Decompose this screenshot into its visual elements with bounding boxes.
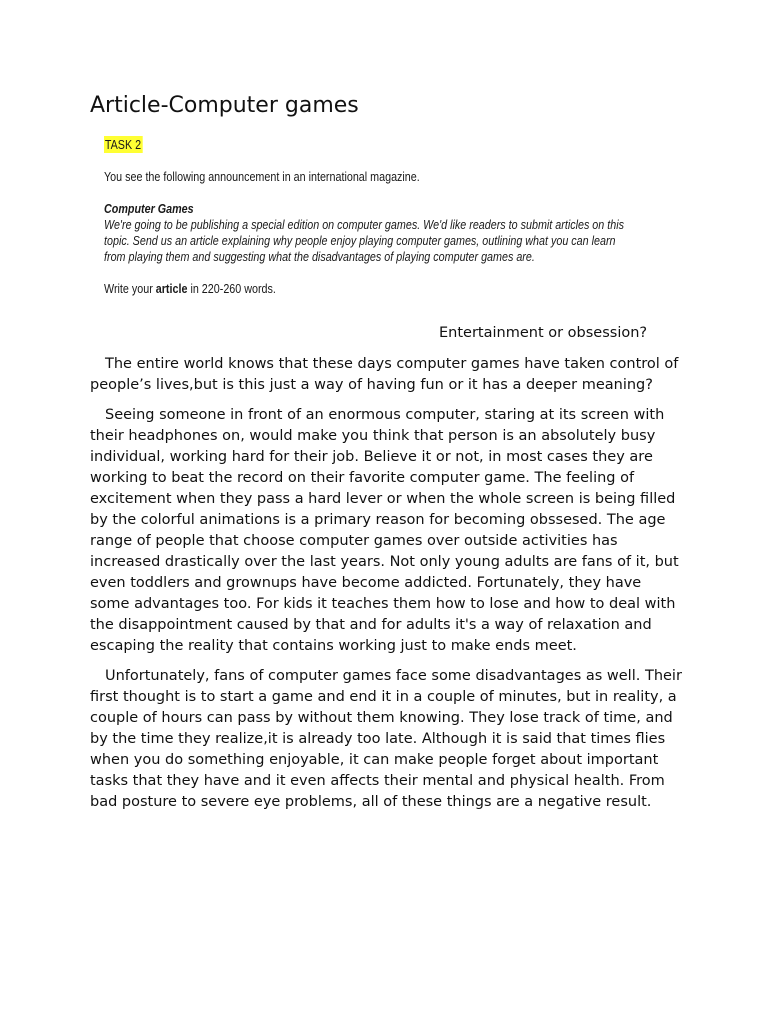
task-instruction [104, 281, 586, 297]
spacer [104, 185, 586, 201]
task-prompt-image [104, 136, 624, 297]
instruction-prefix: Write your [104, 282, 156, 296]
task-label: TASK 2 [104, 138, 142, 152]
essay-body [90, 354, 685, 822]
announcement-line: from playing them and suggesting what the disadvantages of playing computer games are. [104, 250, 535, 264]
announcement-line: topic. Send us an article explaining why people enjoy playing computer games, outlining what you can learn [104, 234, 616, 248]
instruction-bold-word: article [155, 282, 188, 296]
essay-title: Entertainment or obsession? [439, 325, 648, 341]
instruction-suffix: in 220-260 words. [187, 282, 276, 296]
essay-paragraph-2: Seeing someone in front of an enormous computer, staring at its screen with their headphones on, would make you think that person is an absolutely busy individual, working hard for their job. Believe it or not, in most cases they are working to beat the record on their favorite computer game. The feeling of excitement when they pass a hard lever or when the whole screen is being filled by the colorful animations is a primary reason for becoming obssesed. The age range of people that choose computer games over outside activities has increased drastically over the last years. Not only young adults are fans of it, but even toddlers and grownups have become addicted. Fortunately, they have some advantages too. For kids it teaches them how to lose and how to deal with the disappointment caused by that and for adults it's a way of relaxation and escaping the reality that contains working just to make ends meet. [90, 407, 679, 654]
task-heading: Computer Games [104, 202, 194, 216]
spacer [104, 265, 586, 281]
document-title: Article-Computer games [90, 93, 359, 118]
announcement-line: We're going to be publishing a special edition on computer games. We'd like readers to submit articles on this [104, 218, 624, 232]
essay-paragraph-1: The entire world knows that these days computer games have taken control of people’s lives,but is this just a way of having fun or it has a deeper meaning? [90, 356, 679, 393]
essay-paragraph-3: Unfortunately, fans of computer games face some disadvantages as well. Their first thought is to start a game and end it in a couple of minutes, but in reality, a couple of hours can pass by without them knowing. They lose track of time, and by the time they realize,it is already too late. Although it is said that times flies when you do something enjoyable, it can make people forget about important tasks that they have and it even affects their mental and physical health. From bad posture to severe eye problems, all of these things are a negative result. [90, 668, 682, 810]
task-intro: You see the following announcement in an international magazine. [104, 170, 420, 184]
